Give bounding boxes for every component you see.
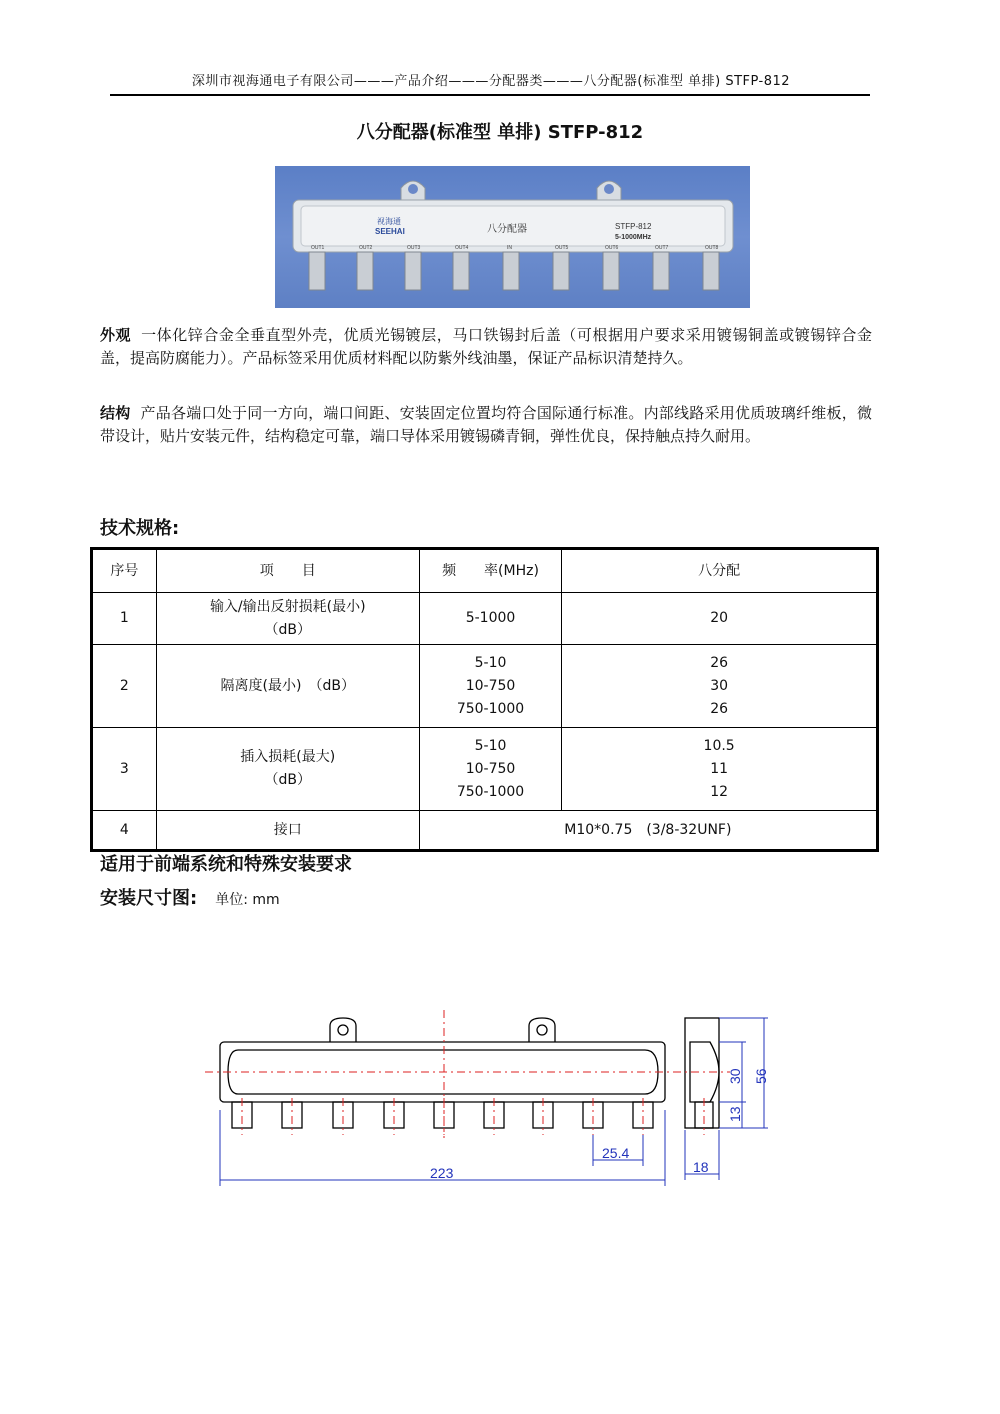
table-row [92,593,878,645]
dim-total-height-label: 56 [753,1068,769,1084]
photo-port-label: OUT4 [455,245,469,251]
usage-note: 适用于前端系统和特殊安装要求 [100,854,352,875]
table-header-cell: 序号 [92,549,157,593]
table-header-row [92,549,878,593]
photo-port-label: OUT3 [407,245,421,251]
document-title: 八分配器(标准型 单排) STFP-812 [356,122,644,143]
photo-brand-en: SEEHAI [375,227,405,236]
dimension-title: 安装尺寸图: [100,888,198,909]
appearance-lead: 外观 [100,326,132,344]
row-frequency: 5-10 10-750 750-1000 [419,645,562,728]
row-frequency: 5-1000 [419,593,562,645]
photo-port-label: OUT7 [655,245,669,251]
structure-paragraph [100,402,872,448]
photo-model: STFP-812 [615,222,652,231]
header-divider [110,94,870,96]
photo-port-label: OUT2 [359,245,373,251]
row-merged-value: M10*0.75 (3/8-32UNF) [419,811,877,851]
table-header-cell: 项 目 [156,549,419,593]
row-value: 26 30 26 [562,645,878,728]
page-header: 深圳市视海通电子有限公司———产品介绍———分配器类———八分配器(标准型 单排) STFP-812 [191,74,791,89]
row-frequency: 5-10 10-750 750-1000 [419,728,562,811]
dim-depth-label: 18 [693,1159,709,1175]
row-value: 20 [562,593,878,645]
photo-freq: 5-1000MHz [615,234,652,241]
photo-port-label: IN [507,245,512,251]
appearance-text: 一体化锌合金全垂直型外壳，优质光锡镀层，马口铁锡封后盖（可根据用户要求采用镀锡铜盖或镀锡锌合金盖，提高防腐能力）。产品标签采用优质材料配以防紫外线油墨，保证产品标识清楚持久。 [100,326,872,367]
table-row [92,645,878,728]
photo-brand: 视海通 [377,217,401,226]
table-row [92,728,878,811]
table-row [92,811,878,851]
dimension-drawing [0,1000,1000,1200]
dimension-unit: 单位: mm [215,892,280,908]
row-item: 隔离度(最小) （dB） [156,645,419,728]
table-header-cell: 频 率(MHz) [419,549,562,593]
product-photo [275,166,750,308]
dim-port-height-label: 13 [727,1106,743,1122]
spec-title: 技术规格: [100,518,180,539]
table-header-cell: 八分配 [562,549,878,593]
row-number: 2 [92,645,157,728]
row-number: 4 [92,811,157,851]
photo-label: 八分配器 [487,224,527,235]
appearance-paragraph [100,324,872,370]
structure-lead: 结构 [100,404,131,422]
photo-port-label: OUT6 [605,245,619,251]
row-value: 10.5 11 12 [562,728,878,811]
row-item: 接口 [156,811,419,851]
photo-port-label: OUT8 [705,245,719,251]
photo-port-label: OUT1 [311,245,325,251]
row-number: 3 [92,728,157,811]
structure-text: 产品各端口处于同一方向，端口间距、安装固定位置均符合国际通行标准。内部线路采用优质玻璃纤维板，微带设计，贴片安装元件，结构稳定可靠，端口导体采用镀锡磷青铜，弹性优良，保持触点持久耐用。 [100,404,872,445]
row-item: 输入/输出反射损耗(最小) （dB） [156,593,419,645]
row-item: 插入损耗(最大) （dB） [156,728,419,811]
dimension-heading [100,884,280,910]
dim-body-height-label: 30 [727,1068,743,1084]
spec-table [90,547,879,852]
row-number: 1 [92,593,157,645]
photo-port-label: OUT5 [555,245,569,251]
dim-length-label: 223 [430,1165,454,1181]
dim-pitch-label: 25.4 [602,1145,630,1161]
